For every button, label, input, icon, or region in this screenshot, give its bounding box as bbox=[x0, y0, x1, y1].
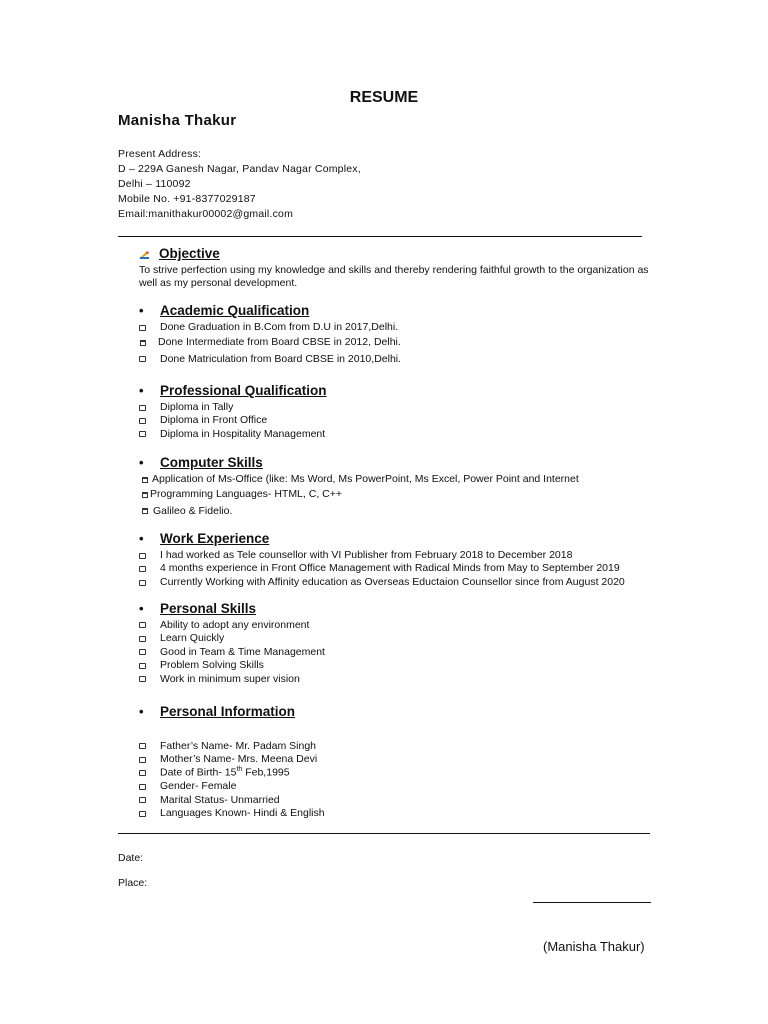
father-name: Father’s Name- Mr. Padam Singh bbox=[160, 740, 317, 752]
work-heading: Work Experience bbox=[160, 531, 270, 546]
list-bullet-icon bbox=[139, 553, 146, 559]
list-bullet-icon bbox=[139, 405, 146, 411]
section-bullet: • bbox=[139, 455, 144, 470]
list-bullet-icon bbox=[139, 757, 146, 763]
list-bullet-icon bbox=[139, 743, 146, 749]
personal-skills-heading: Personal Skills bbox=[160, 601, 257, 616]
list-bullet-icon bbox=[139, 356, 146, 362]
work-item: 4 months experience in Front Office Management with Radical Minds from May to September 2019 bbox=[160, 562, 620, 574]
list-bullet-icon bbox=[139, 431, 146, 437]
dob-ordinal: th bbox=[236, 766, 243, 773]
list-bullet-icon bbox=[139, 811, 146, 817]
academic-item: Done Intermediate from Board CBSE in 2012, Delhi. bbox=[158, 336, 401, 348]
professional-item: Diploma in Hospitality Management bbox=[160, 428, 326, 440]
address-line-1: D – 229A Ganesh Nagar, Pandav Nagar Complex, bbox=[118, 163, 361, 175]
academic-item: Done Matriculation from Board CBSE in 2010,Delhi. bbox=[160, 353, 402, 365]
professional-item: Diploma in Tally bbox=[160, 401, 234, 413]
languages-known: Languages Known- Hindi & English bbox=[160, 807, 325, 819]
mother-name: Mother’s Name- Mrs. Meena Devi bbox=[160, 753, 318, 765]
date-label: Date: bbox=[118, 852, 144, 864]
email-address: Email:manithakur00002@gmail.com bbox=[118, 208, 294, 220]
signature-line bbox=[533, 902, 651, 903]
professional-heading: Professional Qualification bbox=[160, 383, 327, 398]
list-bullet-icon bbox=[142, 508, 148, 514]
computer-heading: Computer Skills bbox=[160, 455, 263, 470]
academic-item: Done Graduation in B.Com from D.U in 2017,Delhi. bbox=[160, 321, 399, 333]
marital-status: Marital Status- Unmarried bbox=[160, 794, 280, 806]
objective-text: To strive perfection using my knowledge and skills and thereby rendering faithful growth to the organization as well as my personal development. bbox=[139, 264, 649, 289]
dob-prefix: Date of Birth- 15 bbox=[160, 766, 237, 779]
list-bullet-icon bbox=[139, 580, 146, 586]
list-bullet-icon bbox=[139, 325, 146, 331]
personal-skill-item: Good in Team & Time Management bbox=[160, 646, 325, 658]
gender: Gender- Female bbox=[160, 780, 237, 792]
signature-name: (Manisha Thakur) bbox=[543, 939, 645, 954]
personal-skill-item: Problem Solving Skills bbox=[160, 659, 264, 671]
personal-skill-item: Work in minimum super vision bbox=[160, 673, 300, 685]
section-bullet: • bbox=[139, 704, 144, 719]
list-bullet-icon bbox=[139, 418, 146, 424]
academic-heading: Academic Qualification bbox=[160, 303, 310, 318]
page-title: RESUME bbox=[349, 89, 419, 106]
personal-skill-item: Ability to adopt any environment bbox=[160, 619, 310, 631]
candidate-name: Manisha Thakur bbox=[118, 112, 237, 129]
list-bullet-icon bbox=[142, 477, 148, 483]
computer-item: Galileo & Fidelio. bbox=[153, 505, 233, 517]
work-item: I had worked as Tele counsellor with VI Publisher from February 2018 to December 2018 bbox=[160, 549, 573, 561]
section-bullet: • bbox=[139, 383, 144, 398]
section-bullet: • bbox=[139, 531, 144, 546]
list-bullet-icon bbox=[139, 797, 146, 803]
dob-suffix: Feb,1995 bbox=[242, 766, 290, 779]
personal-skill-item: Learn Quickly bbox=[160, 632, 225, 644]
list-bullet-icon bbox=[139, 566, 146, 572]
date-of-birth bbox=[160, 766, 290, 779]
section-bullet: • bbox=[139, 601, 144, 616]
address-label: Present Address: bbox=[118, 148, 202, 160]
list-bullet-icon bbox=[139, 663, 146, 669]
personal-info-heading: Personal Information bbox=[160, 704, 296, 719]
professional-item: Diploma in Front Office bbox=[160, 414, 268, 426]
list-bullet-icon bbox=[139, 770, 146, 776]
list-bullet-icon bbox=[139, 622, 146, 628]
objective-heading: Objective bbox=[159, 246, 220, 261]
mobile-number: Mobile No. +91-8377029187 bbox=[118, 193, 256, 205]
list-bullet-icon bbox=[139, 676, 146, 682]
work-item: Currently Working with Affinity education as Overseas Eductaion Counsellor since from August 2020 bbox=[160, 576, 625, 588]
list-bullet-icon bbox=[142, 492, 148, 498]
bottom-divider bbox=[118, 833, 650, 834]
list-bullet-icon bbox=[140, 340, 146, 346]
list-bullet-icon bbox=[139, 636, 146, 642]
computer-item: Programming Languages- HTML, C, C++ bbox=[150, 488, 342, 500]
computer-item: Application of Ms-Office (like: Ms Word, Ms PowerPoint, Ms Excel, Power Point and Internet bbox=[152, 473, 579, 485]
pencil-icon bbox=[139, 248, 151, 260]
place-label: Place: bbox=[118, 877, 148, 889]
top-divider bbox=[118, 236, 642, 237]
section-bullet: • bbox=[139, 303, 144, 318]
list-bullet-icon bbox=[139, 649, 146, 655]
list-bullet-icon bbox=[139, 784, 146, 790]
address-line-2: Delhi – 110092 bbox=[118, 178, 191, 190]
